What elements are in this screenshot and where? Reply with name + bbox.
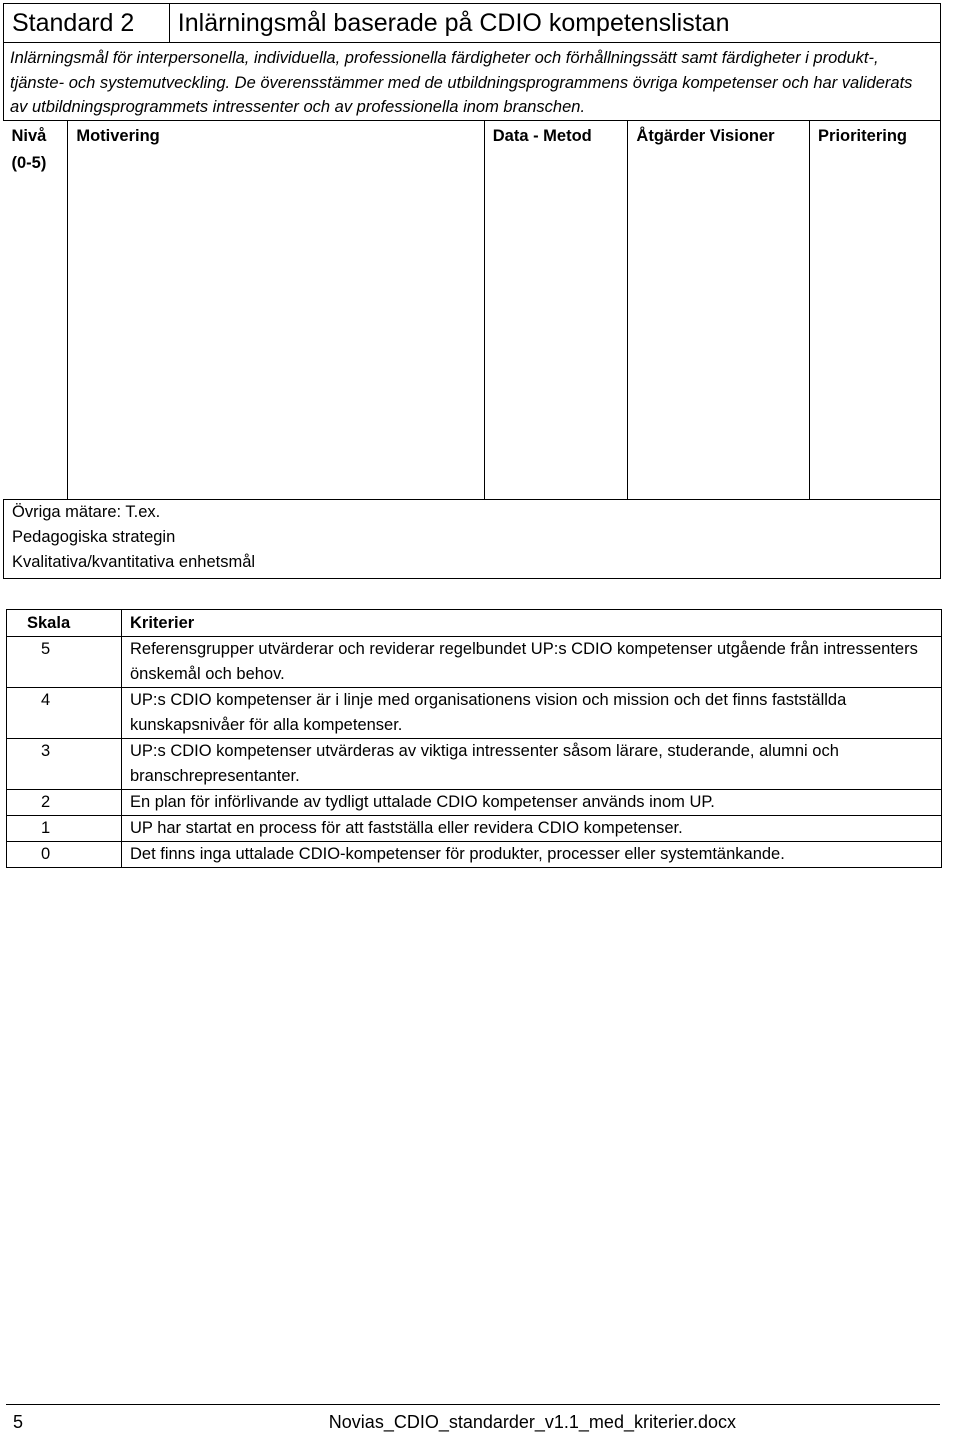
criteria-scale: 2 (7, 790, 122, 816)
criteria-text: UP:s CDIO kompetenser utvärderas av viktiga intressenter såsom lärare, studerande, alumni och branschrepresentanter. (122, 739, 942, 790)
data-method-input-cell[interactable] (484, 177, 628, 500)
col-header-level: Nivå (0-5) (4, 120, 68, 177)
criteria-table (6, 609, 942, 868)
page-number: 5 (13, 1412, 24, 1432)
actions-input-cell[interactable] (628, 177, 810, 500)
criteria-text: UP:s CDIO kompetenser är i linje med organisationens vision och mission och det finns fastställda kunskapsnivåer för alla kompetenser. (122, 688, 942, 739)
standard-label: Standard 2 (12, 9, 135, 37)
standard-table (3, 3, 941, 579)
level-input-cell[interactable] (4, 177, 68, 500)
scale-header: Skala (7, 610, 122, 637)
other-measures-line: Övriga mätare: T.ex. (12, 502, 161, 521)
standard-label-cell (4, 4, 170, 43)
col-header-motivation: Motivering (68, 120, 484, 177)
standard-title-cell (169, 4, 940, 43)
criteria-header: Kriterier (122, 610, 942, 637)
document-file-name: Novias_CDIO_standarder_v1.1_med_kriterier.docx (328, 1412, 736, 1432)
criteria-row (7, 816, 942, 842)
criteria-scale: 3 (7, 739, 122, 790)
criteria-scale: 1 (7, 816, 122, 842)
other-measures-line: Pedagogiska strategin (12, 527, 176, 546)
standard-intro: Inlärningsmål för interpersonella, individuella, professionella färdigheter och förhållningssätt samt färdigheter i produkt-, tjänste- och systemutveckling. De överensstämmer med de utbildningsprogrammens övriga kompetenser och har validerats av utbildningsprogrammets intressenter och av professionella inom branschen. (4, 43, 941, 121)
footer-divider (6, 1404, 940, 1405)
criteria-row (7, 739, 942, 790)
criteria-row (7, 637, 942, 688)
criteria-row (7, 790, 942, 816)
criteria-row (7, 842, 942, 868)
col-header-actions: Åtgärder Visioner (628, 120, 810, 177)
criteria-scale: 0 (7, 842, 122, 868)
other-measures-line: Kvalitativa/kvantitativa enhetsmål (12, 552, 256, 571)
priority-input-cell[interactable] (810, 177, 941, 500)
criteria-text: Det finns inga uttalade CDIO-kompetenser för produkter, processer eller systemtänkande. (122, 842, 942, 868)
criteria-text: Referensgrupper utvärderar och reviderar regelbundet UP:s CDIO kompetenser utgående från intressenters önskemål och behov. (122, 637, 942, 688)
col-header-priority: Prioritering (810, 120, 941, 177)
standard-title: Inlärningsmål baserade på CDIO kompetenslistan (177, 9, 730, 37)
col-header-data-method: Data - Metod (484, 120, 628, 177)
criteria-scale: 4 (7, 688, 122, 739)
other-measures (4, 499, 941, 578)
criteria-scale: 5 (7, 637, 122, 688)
criteria-row (7, 688, 942, 739)
page-footer (0, 1404, 960, 1433)
motivation-input-cell[interactable] (68, 177, 484, 500)
criteria-text: UP har startat en process för att fastställa eller revidera CDIO kompetenser. (122, 816, 942, 842)
criteria-text: En plan för införlivande av tydligt uttalade CDIO kompetenser används inom UP. (122, 790, 942, 816)
